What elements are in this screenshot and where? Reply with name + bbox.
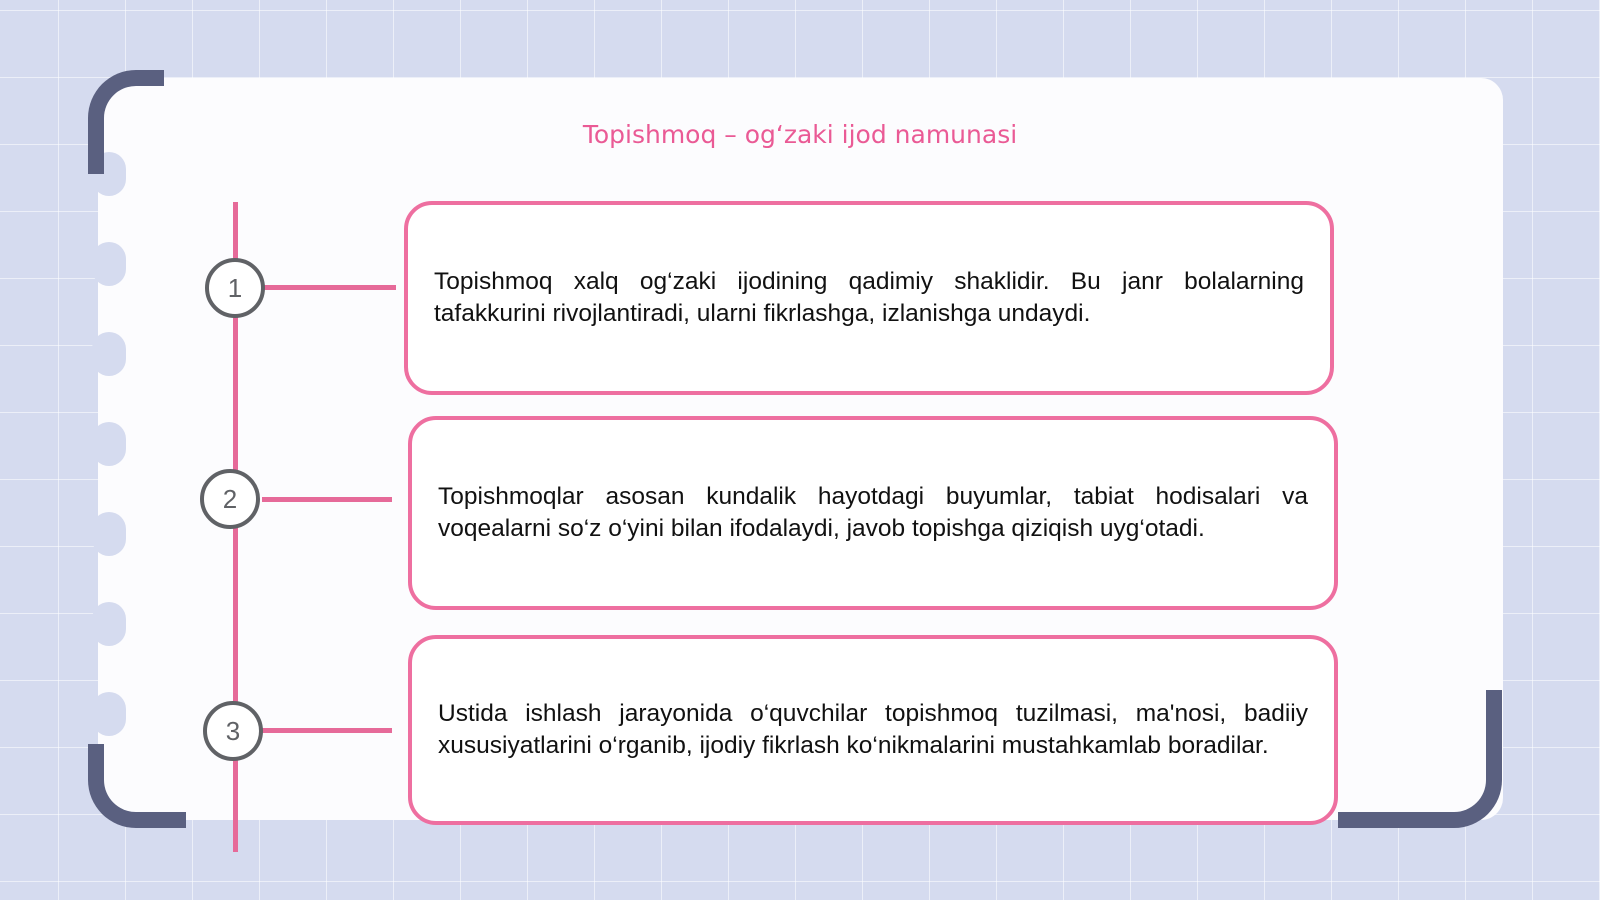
- card-text: Ustida ishlash jarayonida o‘quvchilar topishmoq tuzilmasi, ma'nosi, badiiy xususiyatlarini o‘rganib, ijodiy fikrlash ko‘nikmalarini mustahkamlab boradilar.: [438, 700, 1308, 759]
- info-card-2: [408, 416, 1338, 610]
- paper-notch: [92, 242, 126, 286]
- paper-notch: [92, 332, 126, 376]
- node-number: 1: [227, 272, 243, 303]
- timeline-connector: [262, 285, 396, 290]
- timeline-node-1: [205, 258, 265, 318]
- card-text: Topishmoqlar asosan kundalik hayotdagi buyumlar, tabiat hodisalari va voqealarni so‘z o‘yini bilan ifodalaydi, javob topishga qiziqish uyg‘otadi.: [438, 483, 1308, 542]
- paper-notch: [92, 422, 126, 466]
- timeline-connector: [262, 497, 392, 502]
- info-card-3: [408, 635, 1338, 825]
- corner-bracket-bottom-right: [1338, 690, 1502, 828]
- paper-notch: [92, 692, 126, 736]
- node-number: 3: [225, 715, 241, 746]
- info-card-1: [404, 201, 1334, 395]
- paper-notch: [92, 602, 126, 646]
- timeline-connector: [262, 728, 392, 733]
- timeline-node-2: [200, 469, 260, 529]
- card-text: Topishmoq xalq og‘zaki ijodining qadimiy shaklidir. Bu janr bolalarning tafakkurini rivojlantiradi, ularni fikrlashga, izlanishga undaydi.: [434, 268, 1304, 327]
- slide-title: Topishmoq – og‘zaki ijod namunasi: [582, 120, 1018, 149]
- timeline-node-3: [203, 701, 263, 761]
- corner-bracket-bottom-left: [88, 744, 186, 828]
- node-number: 2: [222, 483, 238, 514]
- paper-notch: [92, 512, 126, 556]
